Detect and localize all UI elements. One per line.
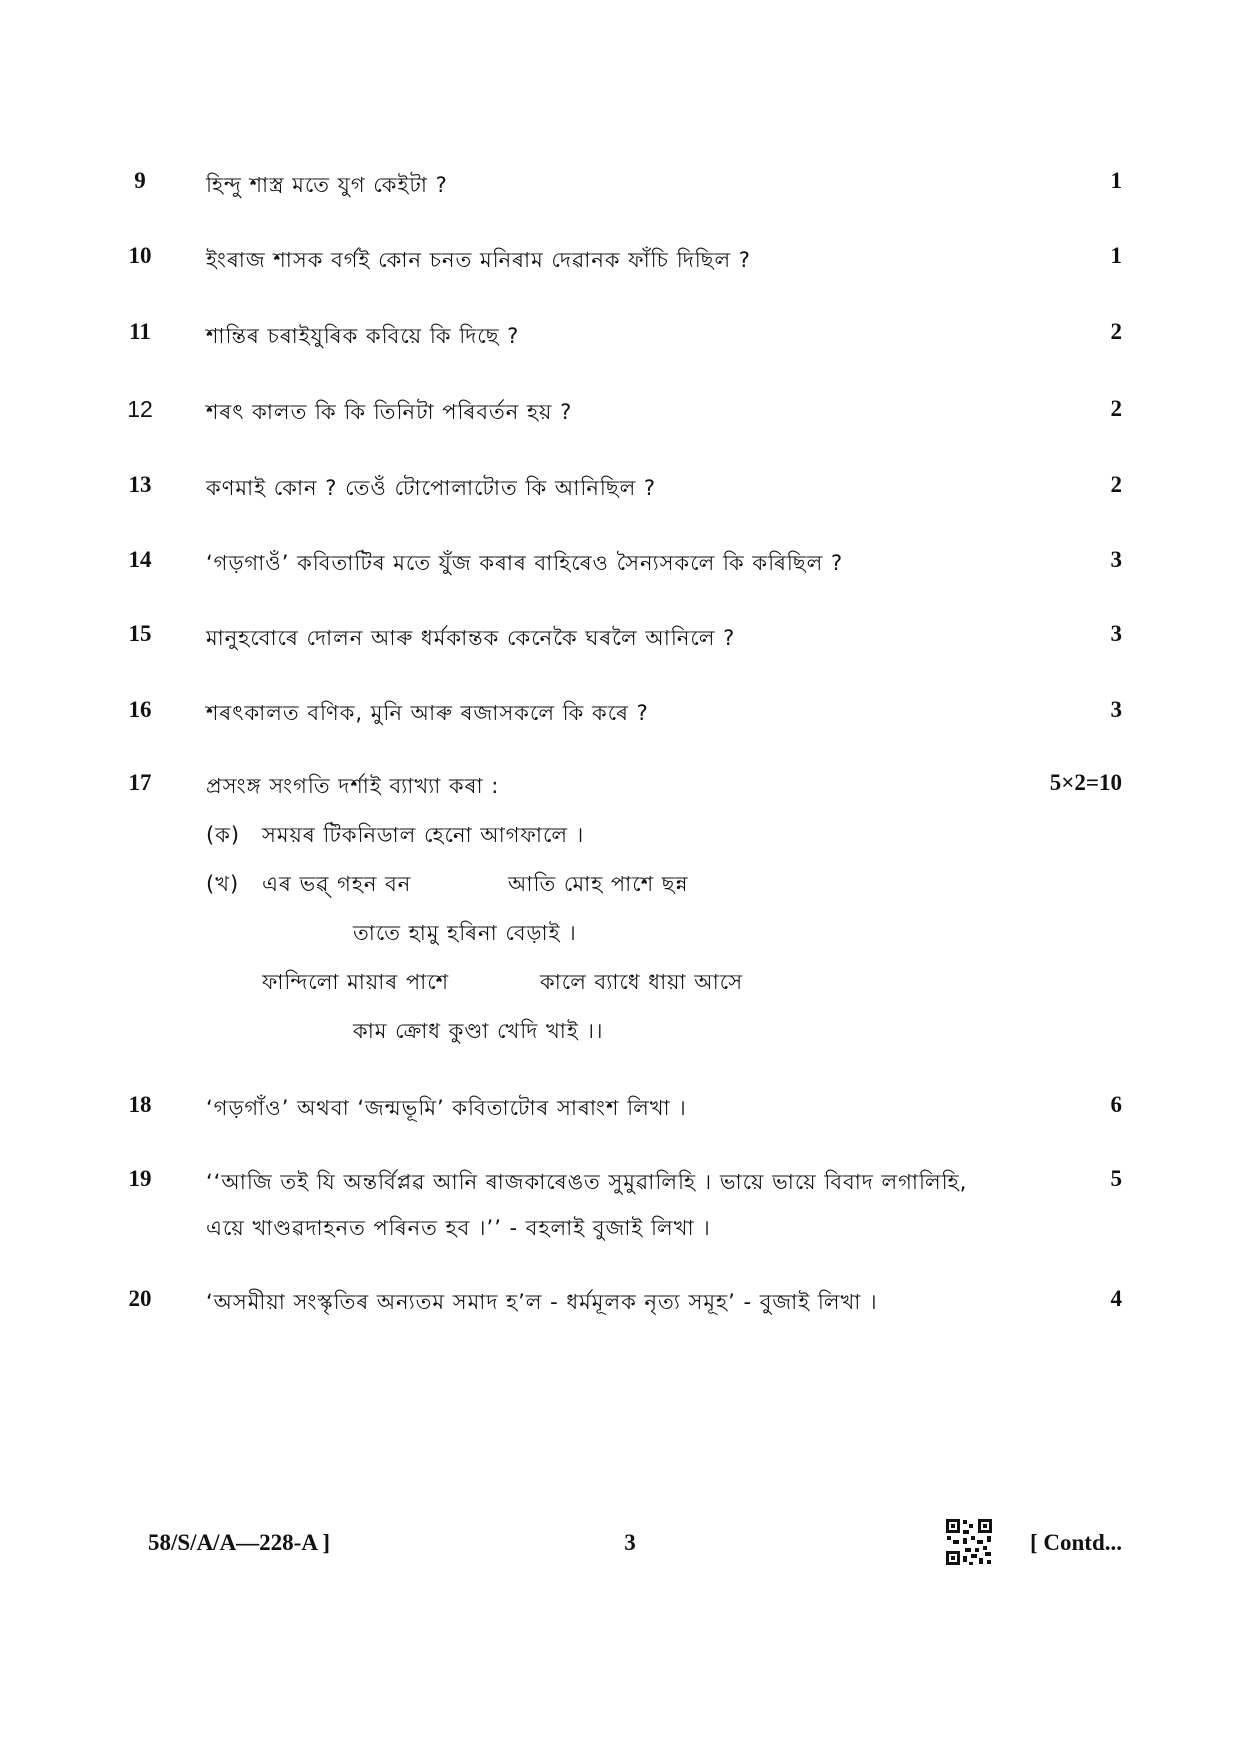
question-text: ‘গড়গাওঁ’ কবিতাটিৰ মতে যুঁজ কৰাৰ বাহিৰেও সৈন্যসকলে কি কৰিছিল ?: [206, 551, 844, 575]
question-number: 9: [134, 168, 146, 193]
question-marks: 6: [1110, 1092, 1122, 1117]
question-marks: 5×2=10: [1049, 770, 1122, 795]
question-marks: 2: [1110, 319, 1122, 344]
question-number: 10: [128, 243, 152, 268]
question-number: 19: [128, 1166, 152, 1191]
question-number: 12: [127, 396, 153, 422]
question-marks: 1: [1110, 243, 1122, 268]
qr-code-icon: [945, 1518, 993, 1566]
question-number: 16: [128, 697, 152, 722]
question-text: ‘‘আজি তই যি অন্তৰ্বিপ্লৱ আনি ৰাজকাৰেঙত সুমুৱালিহি । ভায়ে ভায়ে বিবাদ লগালিহি,: [206, 1170, 968, 1194]
subpart-ka-text: সময়ৰ টিকনিডাল হেনো আগফালে ।: [262, 823, 585, 847]
question-number: 18: [128, 1092, 152, 1117]
verse-line-3a: ফান্দিলো মায়াৰ পাশে: [262, 970, 450, 994]
question-marks: 3: [1110, 621, 1122, 646]
question-number: 13: [128, 472, 152, 497]
verse-line-4: কাম ক্ৰোধ কুণ্ডা খেদি খাই ।।: [353, 1019, 604, 1043]
page-number: 3: [624, 1530, 636, 1555]
subpart-ka-label: (ক): [206, 823, 241, 847]
question-text: শৰৎকালত বণিক, মুনি আৰু ৰজাসকলে কি কৰে ?: [206, 701, 649, 725]
continued-label: [ Contd...: [1029, 1530, 1122, 1555]
question-text: শান্তিৰ চৰাইযুৰিক কবিয়ে কি দিছে ?: [206, 324, 520, 348]
verse-line-3b: কালে ব্যাধে ধায়া আসে: [540, 970, 744, 994]
verse-line-2: তাতে হামু হৰিনা বেড়াই ।: [353, 921, 577, 945]
question-number: 11: [129, 319, 151, 344]
subpart-kha-label: (খ): [206, 872, 240, 896]
question-text: প্ৰসংঙ্গ সংগতি দৰ্শাই ব্যাখ্যা কৰা :: [206, 774, 500, 798]
question-marks: 1: [1110, 168, 1122, 193]
question-marks: 5: [1110, 1166, 1122, 1191]
question-text: ‘অসমীয়া সংস্কৃতিৰ অন্যতম সমাদ হ’ল - ধৰ্মমূলক নৃত্য সমূহ’ - বুজাই লিখা ।: [206, 1290, 878, 1314]
question-number: 17: [128, 770, 152, 795]
question-text: হিন্দু শাস্ত্র মতে যুগ কেইটা ?: [206, 173, 448, 197]
question-marks: 3: [1110, 697, 1122, 722]
question-number: 15: [128, 621, 152, 646]
question-number: 14: [128, 547, 152, 572]
question-marks: 4: [1110, 1286, 1122, 1311]
question-marks: 3: [1110, 547, 1122, 572]
question-text: ‘গড়গাঁও’ অথবা ‘জন্মভূমি’ কবিতাটোৰ সাৰাংশ লিখা ।: [206, 1096, 687, 1120]
question-number: 20: [128, 1286, 152, 1311]
question-text: কণমাই কোন ? তেওঁ টোপোলাটোত কি আনিছিল ?: [206, 476, 657, 500]
paper-code: 58/S/A/A—228-A ]: [148, 1530, 331, 1555]
question-text-continued: এয়ে খাণ্ডৱদাহনত পৰিনত হব ।’’ - বহলাই বুজাই লিখা ।: [206, 1216, 711, 1240]
verse-line-1b: আতি মোহ পাশে ছন্ন: [508, 872, 689, 896]
question-marks: 2: [1110, 472, 1122, 497]
verse-line-1a: এৰ ভৱ্ গহন বন: [262, 872, 412, 896]
question-text: ইংৰাজ শাসক বৰ্গই কোন চনত মনিৰাম দেৱানক ফাঁচি দিছিল ?: [206, 248, 751, 272]
question-text: শৰৎ কালত কি কি তিনিটা পৰিবৰ্তন হয় ?: [206, 400, 573, 424]
question-text: মানুহবোৰে দোলন আৰু ধৰ্মকান্তক কেনেকৈ ঘৰলৈ আনিলে ?: [206, 626, 736, 650]
question-marks: 2: [1110, 396, 1122, 421]
